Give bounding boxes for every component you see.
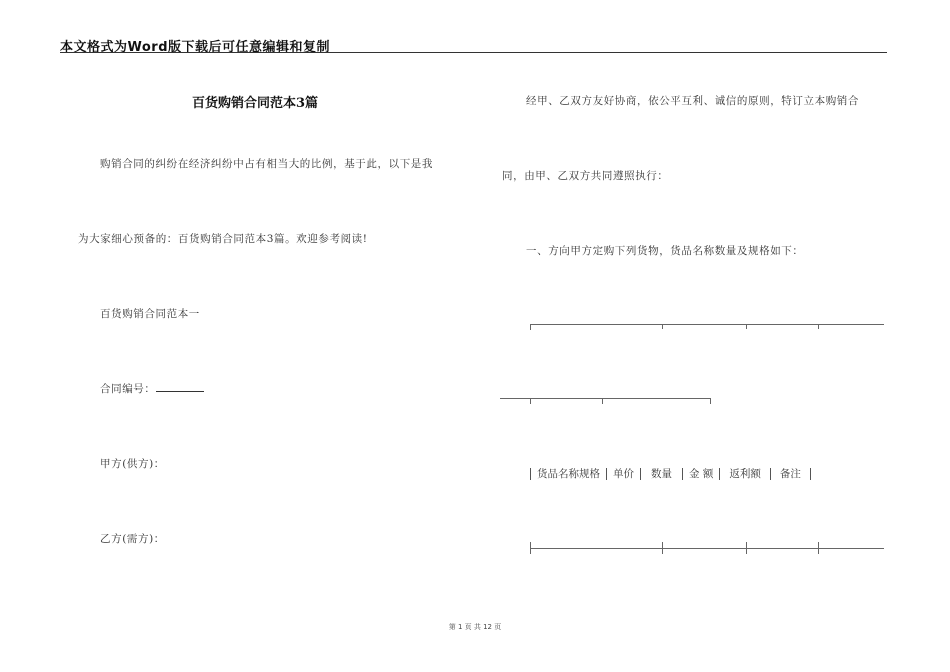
table-header-row — [530, 466, 811, 481]
table-tick — [710, 398, 711, 404]
contract-number-blank — [156, 381, 204, 392]
page-footer: 第 1 页 共 12 页 — [448, 623, 502, 631]
table-tick — [530, 324, 531, 330]
header-cell-remark: 备注 — [779, 468, 801, 480]
document-header: 本文格式为Word版下载后可任意编辑和复制 — [60, 40, 331, 55]
header-cell-quantity: 数量 — [651, 468, 672, 480]
right-para-line-1: 经甲、乙双方友好协商，依公平互利、诚信的原则，特订立本购销合 — [526, 95, 859, 107]
intro-line-2: 为大家细心预备的：百货购销合同范本3篇。欢迎参考阅读! — [78, 233, 368, 245]
table-tick — [662, 542, 663, 554]
right-para-line-2: 同，由甲、乙双方共同遵照执行： — [502, 170, 669, 182]
table-tick — [746, 542, 747, 554]
table-tick — [662, 324, 663, 329]
header-cell-amount: 金 额 — [689, 468, 714, 480]
sample-heading: 百货购销合同范本一 — [100, 308, 200, 320]
document-title: 百货购销合同范本3篇 — [192, 96, 319, 111]
table-tick — [818, 324, 819, 329]
table-tick — [530, 542, 531, 554]
intro-line-1: 购销合同的纠纷在经济纠纷中占有相当大的比例，基于此，以下是我 — [100, 158, 433, 170]
header-cell-spec: 货品名称规格 — [537, 468, 600, 480]
table-rule-bottom — [530, 548, 884, 549]
header-cell-price: 单价 — [613, 468, 634, 480]
party-b-label: 乙方(需方)： — [100, 533, 165, 545]
clause-1: 一、方向甲方定购下列货物，货品名称数量及规格如下： — [526, 245, 804, 257]
table-tick — [818, 542, 819, 554]
table-tick — [746, 324, 747, 329]
contract-number-row — [100, 381, 204, 396]
table-rule-middle — [500, 398, 710, 399]
header-cell-rebate: 返利额 — [729, 468, 761, 480]
table-rule-top — [530, 324, 884, 325]
header-divider — [60, 52, 887, 53]
table-tick — [530, 398, 531, 404]
table-tick — [602, 398, 603, 404]
party-a-label: 甲方(供方)： — [100, 458, 165, 470]
contract-number-label: 合同编号： — [100, 383, 156, 395]
